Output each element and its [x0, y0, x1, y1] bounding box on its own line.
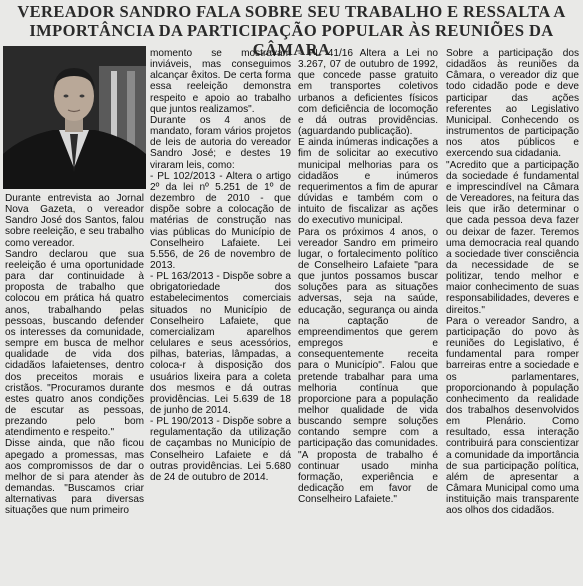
portrait-illustration — [3, 46, 146, 189]
paragraph: - PL 102/2013 - Altera o artigo 2º da lei nº 5.251 de 1º de dezembro de 2010 - que dispõe sobre a colocação de matérias de construção nas vias públicas do Município de Conselheiro Lafaiete. Lei 5.556, de 26 de novembro de 2013. — [150, 170, 291, 271]
paragraph: - PL 163/2013 - Dispõe sobre a obrigatoriedade dos estabelecimentos comerciais situados no Município de Conselheiro Lafaiete, que comercializam aparelhos celulares e seus acessórios, pilhas, baterias, lâmpadas, a coloca-r à disposição dos usuários lixeira para a coleta dos mesmos e dá outras providências. Lei 5.639 de 18 de junho de 2014. — [150, 271, 291, 416]
paragraph: "Acredito que a participação da sociedade é fundamental e imprescindível na Câmara de Vereadores, na feitura das leis que irão determinar o que cada pessoa deva fazer ou deixar de fazer. Teremos uma democracia real quando a sociedade tiver consciência da necessidade de se politizar, tendo melhor e maior conhecimento de suas responsabilidades, deveres e direitos." — [446, 159, 579, 316]
article-column-2 — [150, 48, 291, 585]
headline-line-2: IMPORTÂNCIA DA PARTICIPAÇÃO POPULAR ÀS REUNIÕES DA CÂMARA — [29, 21, 554, 59]
paragraph: Disse ainda, que não ficou apegado a promessas, mas aos compromissos de dar o melhor de si para atender às demandas. "Buscamos criar alternativas para diversas situações que num primeiro — [5, 438, 144, 517]
paragraph: Sobre a participação dos cidadãos às reuniões da Câmara, o vereador diz que todo cidadão pode e deve participar das ações referentes ao Legislativo Municipal. Conhecendo os instrumentos de participação nos atos públicos e exercendo sua cidadania. — [446, 48, 579, 160]
paragraph: Durante entrevista ao Jornal Nova Gazeta, o vereador Sandro José dos Santos, falou sobre reeleição, e seu trabalho como vereador. — [5, 193, 144, 249]
paragraph: Para os próximos 4 anos, o vereador Sandro em primeiro lugar, o fortalecimento político de Conselheiro Lafaiete "para que juntos possamos buscar soluções para as situações adversas, seja na saúde, educação, segurança ou ainda na captação de empreendimentos que gerem empregos e consequentemente receita para o Município". Falou que pretende trabalhar para uma melhoria contínua que proporcione para a população melhor qualidade de vida buscando sempre soluções contando sempre com a participação das comunidades. "A proposta de trabalho é continuar usado minha formação, experiência e dedicação em favor de Conselheiro Lafaiete." — [298, 226, 438, 506]
paragraph: Sandro declarou que sua reeleição é uma oportunidade para dar continuidade à proposta de trabalho que colocou em prática há quatro anos, trabalhando pelas pessoas, buscando defender os interesses da comunidade, sempre em busca de melhor qualidade de vida dos cidadãos lafaietenses, dentro dos preceitos morais e cristãos. "Procuramos durante estes quatro anos condições de escutar as pessoas, prezando pelo bom atendimento e respeito." — [5, 248, 144, 439]
paragraph: Durante os 4 anos de mandato, foram vários projetos de leis de autoria do vereador Sandro José; e destes 19 viraram leis, como: — [150, 114, 291, 171]
article-column-4 — [446, 48, 579, 585]
paragraph: Para o vereador Sandro, a participação do povo às reuniões do Legislativo, é fundamental para romper barreiras entre a sociedade e os parlamentares, proporcionando à população conhecimento da realidade dos trabalhos desenvolvidos em Plenário. Como resultado, essa interação contribuirá para conscientizar a comunidade da importância de sua participação política, além de apresentar a Câmara Municipal como uma instituição mais transparente aos olhos dos cidadãos. — [446, 315, 579, 517]
paragraph: E ainda inúmeras indicações a fim de solicitar ao executivo municipal melhorias para os cidadãos e inúmeros requerimentos a fim de apurar dúvidas e também com o intuito de fiscalizar as ações do executivo municipal. — [298, 137, 438, 227]
paragraph: - PL 41/16 Altera a Lei no 3.267, 07 de outubro de 1992, que concede passe gratuito em transportes coletivos urbanos a deficientes físicos com deficiência de locomoção e dá outras providências. (aguardando publicação). — [298, 48, 438, 138]
article-column-1 — [5, 193, 144, 585]
paragraph: - PL 190/2013 - Dispõe sobre a regulamentação da utilização de caçambas no Município de Conselheiro Lafaiete e dá outras providências. Lei 5.680 de 24 de outubro de 2014. — [150, 416, 291, 483]
headline-line-1: VEREADOR SANDRO FALA SOBRE SEU TRABALHO E RESSALTA A — [17, 2, 566, 21]
article-column-3 — [298, 48, 438, 585]
paragraph: momento se mostravam inviáveis, mas conseguimos alcançar êxitos. De certa forma essa reeleição demonstra respeito e apoio ao trabalho que juntos realizamos". — [150, 48, 291, 115]
headline — [4, 2, 579, 59]
portrait-photo — [3, 46, 146, 189]
